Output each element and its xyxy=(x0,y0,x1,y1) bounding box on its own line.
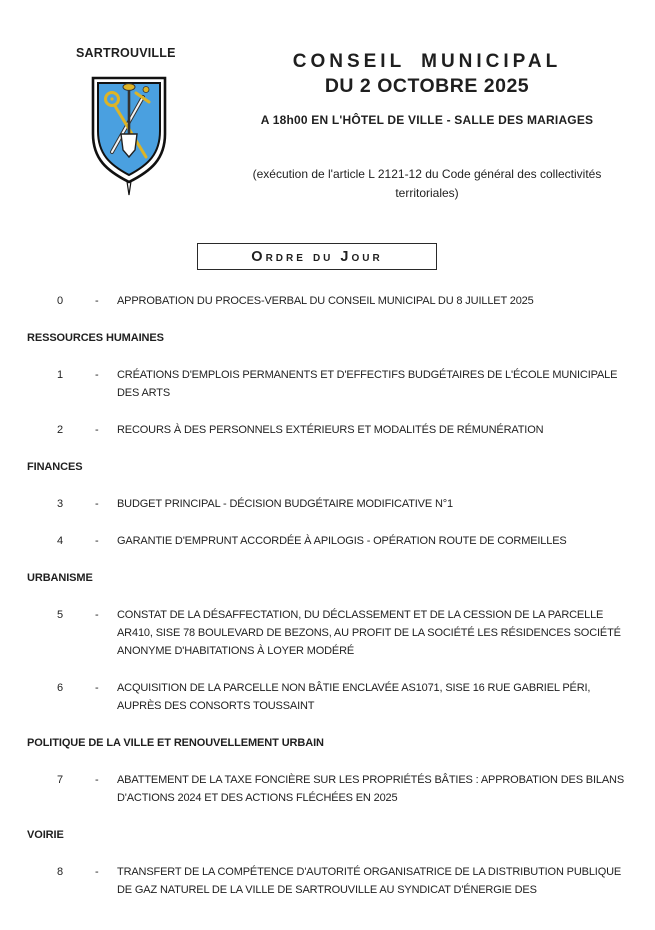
item-number: 0 xyxy=(57,295,63,307)
agenda-section-header: FINANCES xyxy=(27,461,83,473)
item-separator: - xyxy=(95,535,99,547)
agenda-list xyxy=(27,292,628,918)
agenda-item xyxy=(27,606,628,660)
item-number: 2 xyxy=(57,424,63,436)
item-text: CRÉATIONS D'EMPLOIS PERMANENTS ET D'EFFECTIFS BUDGÉTAIRES DE L'ÉCOLE MUNICIPALE DES ARTS xyxy=(117,369,618,399)
item-number: 1 xyxy=(57,369,63,381)
item-number: 3 xyxy=(57,498,63,510)
agenda-item xyxy=(27,679,628,715)
item-separator: - xyxy=(95,369,99,381)
agenda-item xyxy=(27,495,628,513)
item-number: 6 xyxy=(57,682,63,694)
agenda-section-header: RESSOURCES HUMAINES xyxy=(27,332,164,344)
item-number: 8 xyxy=(57,866,63,878)
item-text: BUDGET PRINCIPAL - DÉCISION BUDGÉTAIRE MODIFICATIVE N°1 xyxy=(117,498,453,510)
item-number: 4 xyxy=(57,535,63,547)
city-name: SARTROUVILLE xyxy=(76,46,176,60)
item-separator: - xyxy=(95,609,99,621)
agenda-item xyxy=(27,292,628,310)
legal-note: (exécution de l'article L 2121-12 du Code général des collectivités territoriales) xyxy=(252,167,602,200)
agenda-section-header: VOIRIE xyxy=(27,829,64,841)
item-text: APPROBATION DU PROCES-VERBAL DU CONSEIL MUNICIPAL DU 8 JUILLET 2025 xyxy=(117,295,534,307)
item-number: 7 xyxy=(57,774,63,786)
item-separator: - xyxy=(95,866,99,878)
item-separator: - xyxy=(95,774,99,786)
page-title-date: DU 2 OCTOBRE 2025 xyxy=(324,75,530,97)
item-separator: - xyxy=(95,498,99,510)
item-text: TRANSFERT DE LA COMPÉTENCE D'AUTORITÉ ORGANISATRICE DE LA DISTRIBUTION PUBLIQUE DE GAZ NATUREL DE LA VILLE DE SARTROUVILLE AU SYNDICAT D'ÉNERGIE DES xyxy=(117,866,622,896)
agenda-section-header: POLITIQUE DE LA VILLE ET RENOUVELLEMENT URBAIN xyxy=(27,737,324,749)
page-title: CONSEIL MUNICIPAL xyxy=(292,51,562,72)
agenda-item xyxy=(27,421,628,439)
agenda-item xyxy=(27,366,628,402)
item-separator: - xyxy=(95,682,99,694)
agenda-title: Ordre du Jour xyxy=(251,248,383,265)
agenda-section-header: URBANISME xyxy=(27,572,93,584)
item-text: ACQUISITION DE LA PARCELLE NON BÂTIE ENCLAVÉE AS1071, SISE 16 RUE GABRIEL PÉRI, AUPRÈS DES CONSORTS TOUSSAINT xyxy=(117,682,591,712)
agenda-title-box xyxy=(197,243,437,270)
item-separator: - xyxy=(95,424,99,436)
item-separator: - xyxy=(95,295,99,307)
meeting-time-location: A 18h00 EN L'HÔTEL DE VILLE - SALLE DES MARIAGES xyxy=(260,113,594,127)
item-text: RECOURS À DES PERSONNELS EXTÉRIEURS ET MODALITÉS DE RÉMUNÉRATION xyxy=(117,424,544,436)
agenda-item xyxy=(27,771,628,807)
city-coat-of-arms xyxy=(88,74,170,196)
item-text: CONSTAT DE LA DÉSAFFECTATION, DU DÉCLASSEMENT ET DE LA CESSION DE LA PARCELLE AR410, SISE 78 BOULEVARD DE BEZONS, AU PROFIT DE LA SOCIÉTÉ LES RÉSIDENCES SOCIÉTÉ ANONYME D'HABITATIONS À LOYER MODÉRÉ xyxy=(117,609,621,657)
item-number: 5 xyxy=(57,609,63,621)
item-text: ABATTEMENT DE LA TAXE FONCIÈRE SUR LES PROPRIÉTÉS BÂTIES : APPROBATION DES BILANS D'ACTIONS 2024 ET DES ACTIONS FLÉCHÉES EN 2025 xyxy=(117,774,625,804)
agenda-item xyxy=(27,532,628,550)
agenda-item xyxy=(27,863,628,899)
header-title-block xyxy=(228,50,626,203)
item-text: GARANTIE D'EMPRUNT ACCORDÉE À APILOGIS - OPÉRATION ROUTE DE CORMEILLES xyxy=(117,535,567,547)
